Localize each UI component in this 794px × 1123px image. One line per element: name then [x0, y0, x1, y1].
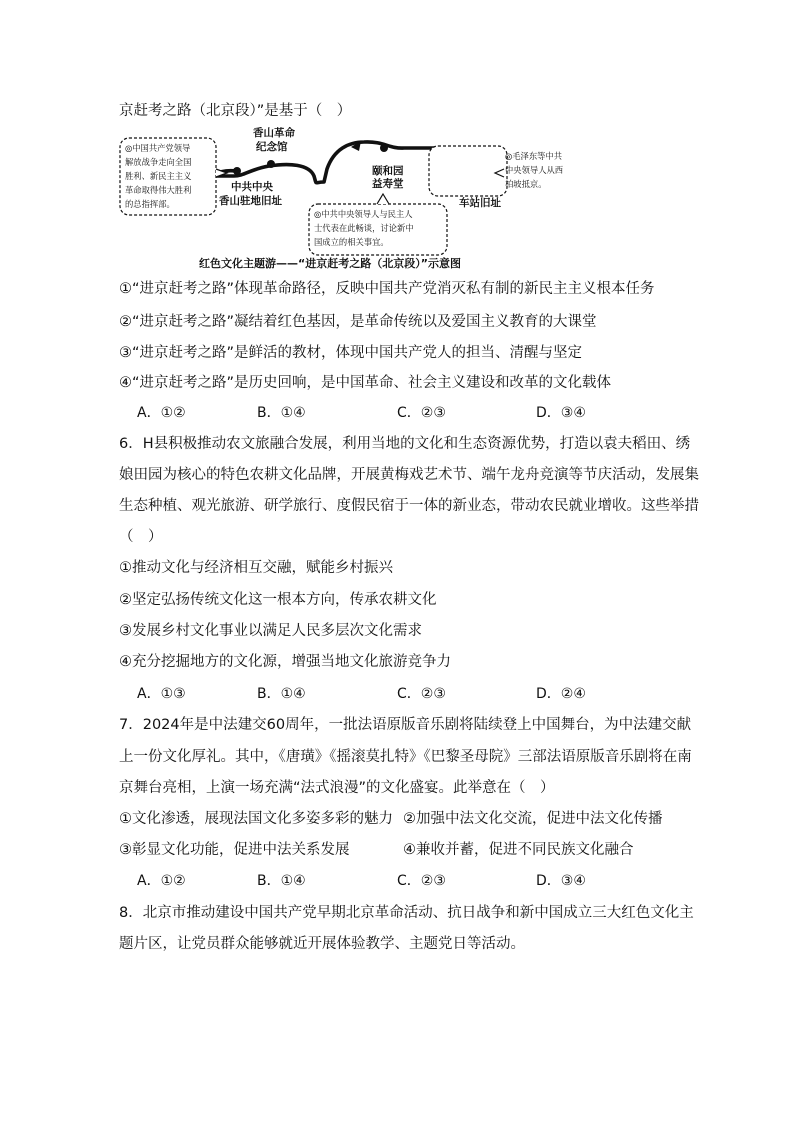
- q6-statement-4: ④充分挖掘地方的文化源，增强当地文化旅游竞争力: [119, 654, 451, 670]
- station-dot-yiheyuan: [380, 144, 388, 152]
- label-qinghuayuan-2: 车站旧址: [459, 197, 501, 209]
- q7-statement-4: ④兼收并蓄，促进不同民族文化融合: [403, 842, 634, 858]
- note-middle-line-2: 士代表在此畅谈，讨论新中: [314, 223, 414, 233]
- map-caption: 红色文化主题游——“进京赶考之路（北京段）”示意图: [199, 257, 461, 270]
- q8-stem-line-2: 题片区，让党员群众能够就近开展体验教学、主题党日等活动。: [119, 936, 525, 952]
- note-right: [429, 146, 563, 196]
- q6-stem-line-3: 生态种植、观光旅游、研学旅行、度假民宿于一体的新业态，带动农民就业增收。这些举措: [119, 498, 699, 514]
- q5-option-b[interactable]: B．①④: [257, 405, 306, 421]
- note-middle-line-3: 国成立的相关事宜。: [314, 237, 389, 247]
- q7-statement-1: ①文化渗透，展现法国文化多姿多彩的魅力: [119, 811, 393, 827]
- q7-stem-line-3: 京舞台亮相，上演一场充满“法式浪漫”的文化盛宴。此举意在（ ）: [119, 780, 555, 796]
- note-right-line-2: 中央领导人从西: [505, 165, 564, 175]
- note-left: [120, 138, 227, 215]
- label-yiheyuan-1: 颐和园: [372, 165, 404, 177]
- q5-stem-tail: 京赶考之路（北京段）”是基于（ ）: [119, 103, 352, 119]
- q7-statement-2: ②加强中法文化交流，促进中法文化传播: [403, 811, 663, 827]
- note-left-line-4: 革命取得伟大胜利: [125, 185, 192, 195]
- q7-option-a[interactable]: A．①②: [137, 873, 186, 889]
- q5-option-c[interactable]: C．②③: [397, 405, 446, 421]
- label-yiheyuan-2: 益寿堂: [372, 178, 404, 190]
- q6-stem-line-4: （ ）: [119, 529, 163, 545]
- station-dot-xiangshan-memorial: [267, 160, 275, 168]
- q7-option-c[interactable]: C．②③: [397, 873, 446, 889]
- label-xiangshan-memorial-2: 纪念馆: [256, 141, 288, 153]
- note-left-line-5: 的总指挥部。: [125, 199, 175, 209]
- q5-statement-3: ③“进京赶考之路”是鲜活的教材，体现中国共产党人的担当、清醒与坚定: [119, 345, 583, 361]
- note-right-line-1: ◎毛泽东等中共: [505, 151, 563, 161]
- q5-statement-4: ④“进京赶考之路”是历史回响，是中国革命、社会主义建设和改革的文化载体: [119, 375, 612, 391]
- label-xiangshan-memorial-1: 香山革命: [253, 127, 295, 139]
- note-middle: [309, 194, 447, 255]
- q7-stem-line-2: 上一份文化厚礼。其中，《唐璜》《摇滚莫扎特》《巴黎圣母院》三部法语原版音乐剧将在南: [119, 749, 692, 765]
- q7-statement-3: ③彰显文化功能，促进中法关系发展: [119, 842, 350, 858]
- route-map-figure: [119, 124, 564, 266]
- q6-option-a[interactable]: A．①③: [137, 686, 186, 702]
- q6-option-c[interactable]: C．②③: [397, 686, 446, 702]
- q5-statement-1: ①“进京赶考之路”体现革命路径，反映中国共产党消灭私有制的新民主主义根本任务: [119, 281, 655, 297]
- label-xiangshan-hq-1: 中共中央: [231, 181, 273, 193]
- note-left-line-1: ◎中国共产党领导: [125, 143, 191, 153]
- note-left-line-3: 胜利、新民主主义: [125, 171, 192, 181]
- q7-stem-line-1: 7．2024年是中法建交60周年，一批法语原版音乐剧将陆续登上中国舞台，为中法建交献: [119, 717, 692, 733]
- q6-stem-line-2: 娘田园为核心的特色农耕文化品牌，开展黄梅戏艺术节、端午龙舟竞演等节庆活动，发展集: [119, 467, 699, 483]
- note-right-line-3: 柏坡抵京。: [505, 179, 547, 189]
- station-dot-xiangshan-hq: [233, 167, 241, 175]
- q7-option-d[interactable]: D．③④: [536, 873, 586, 889]
- q6-option-b[interactable]: B．①④: [257, 686, 306, 702]
- q6-statement-1: ①推动文化与经济相互交融，赋能乡村振兴: [119, 560, 393, 576]
- q5-option-d[interactable]: D．③④: [536, 405, 586, 421]
- q6-stem-line-1: 6．H县积极推动农文旅融合发展，利用当地的文化和生态资源优势，打造以袁夫稻田、绣: [119, 436, 691, 452]
- note-middle-line-1: ◎中共中央领导人与民主人: [314, 209, 413, 219]
- q7-option-b[interactable]: B．①④: [257, 873, 306, 889]
- q6-option-d[interactable]: D．②④: [536, 686, 586, 702]
- q8-stem-line-1: 8．北京市推动建设中国共产党早期北京革命活动、抗日战争和新中国成立三大红色文化主: [119, 905, 694, 921]
- q5-statement-2: ②“进京赶考之路”凝结着红色基因，是革命传统以及爱国主义教育的大课堂: [119, 314, 597, 330]
- q5-option-a[interactable]: A．①②: [137, 405, 186, 421]
- label-xiangshan-hq-2: 香山驻地旧址: [219, 195, 282, 207]
- q6-statement-2: ②坚定弘扬传统文化这一根本方向，传承农耕文化: [119, 592, 437, 608]
- note-left-line-2: 解放战争走向全国: [125, 157, 192, 167]
- q6-statement-3: ③发展乡村文化事业以满足人民多层次文化需求: [119, 623, 422, 639]
